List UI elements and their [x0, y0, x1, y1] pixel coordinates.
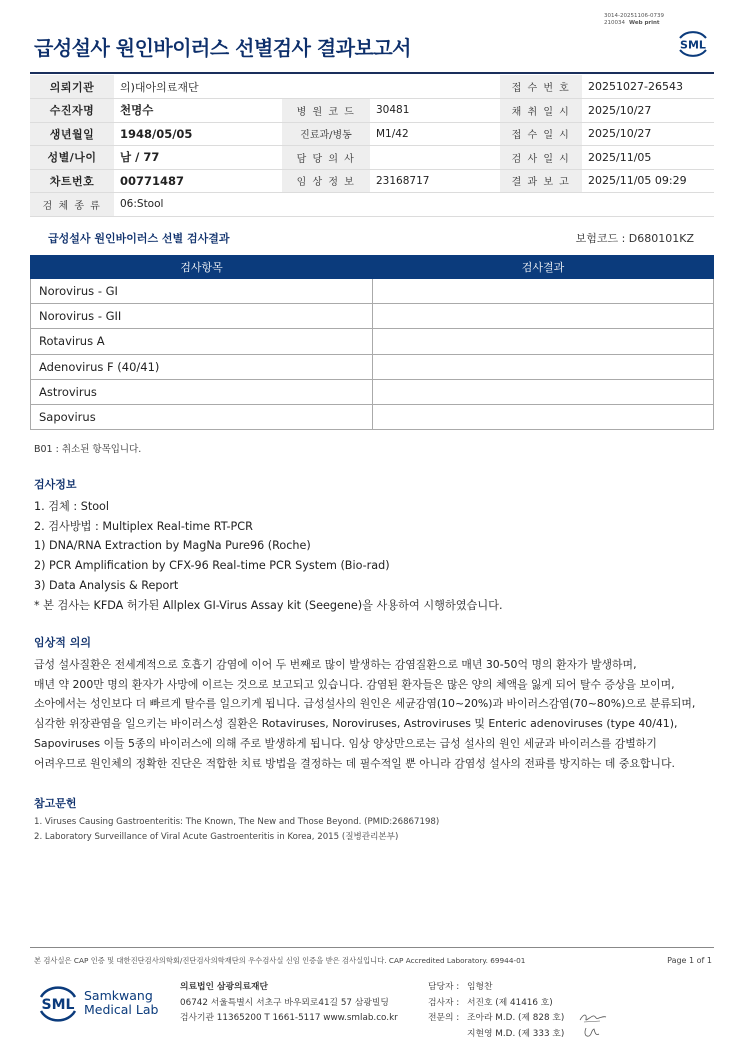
- org-address: 06742 서울특별시 서초구 바우뫼로41길 57 삼광빌딩: [180, 997, 389, 1008]
- results-section-title: 급성설사 원인바이러스 선별 검사결과: [48, 232, 230, 245]
- value-clinical-info: 23168717: [370, 169, 500, 193]
- patient-row: [30, 99, 714, 123]
- reference-line: 2. Laboratory Surveillance of Viral Acute Gastroenteritis in Korea, 2015 (질병관리본부): [34, 832, 399, 842]
- test-item: Adenovirus F (40/41): [31, 354, 373, 379]
- clinical-line: 심각한 위장관염을 일으키는 바이러스성 질환은 Rotaviruses, Noroviruses, Astroviruses 및 Enteric adenoviruses (type 40/41),: [34, 717, 678, 731]
- test-result: [373, 404, 714, 429]
- organization-info: [180, 980, 398, 1027]
- test-item: Astrovirus: [31, 379, 373, 404]
- staff-row: [428, 1027, 564, 1043]
- label-collection-date: 채 취 일 시: [500, 99, 582, 123]
- certification-text: 본 검사실은 CAP 인증 및 대한진단검사의학회/진단검사의학재단의 우수검사실 신임 인증을 받은 검사실입니다. CAP Accredited Laboratory. 69944-01: [34, 956, 526, 965]
- clinical-line: 급성 설사질환은 전세계적으로 호흡기 감염에 이어 두 번째로 많이 발생하는 감염질환으로 매년 30-50억 명의 환자가 발생하며,: [34, 658, 637, 671]
- clinical-line: 매년 약 200만 명의 환자가 사망에 이르는 것으로 보고되고 있습니다. 감염된 환자들은 많은 양의 체액을 잃게 되어 탈수 증상을 보이며,: [34, 677, 675, 691]
- label-birth-date: 생년월일: [30, 122, 114, 146]
- value-sex-age: 남 / 77: [114, 146, 282, 170]
- staff-name: 지현영 M.D. (제 333 호): [467, 1028, 565, 1039]
- staff-name: 서진호 (제 41416 호): [467, 997, 553, 1008]
- brand-line2: Medical Lab: [84, 1002, 159, 1017]
- label-chart-no: 차트번호: [30, 169, 114, 193]
- table-row: [31, 354, 714, 379]
- label-department: 진료과/병동: [282, 122, 370, 146]
- staff-role: 검사자 :: [428, 997, 460, 1008]
- value-physician: [370, 146, 500, 170]
- test-info-line: 2) PCR Amplification by CFX-96 Real-time PCR System (Bio-rad): [34, 559, 390, 573]
- staff-row: [428, 980, 564, 996]
- logo-text: SML: [680, 38, 706, 52]
- brand-name: [84, 989, 158, 1017]
- test-result: [373, 304, 714, 329]
- doc-code-line1: 3014-20251106-0739: [604, 13, 664, 19]
- staff-role: 전문의 :: [428, 1013, 460, 1023]
- title-divider: [30, 72, 714, 74]
- insurance-code: 보험코드 : D680101KZ: [575, 232, 694, 245]
- value-report-date: 2025/11/05 09:29: [582, 169, 714, 193]
- staff-name: 임형찬: [467, 982, 493, 992]
- test-info-line: * 본 검사는 KFDA 허가된 Allplex GI-Virus Assay kit (Seegene)을 사용하여 시행하였습니다.: [34, 598, 503, 612]
- table-row: [31, 304, 714, 329]
- test-item: Norovirus - GII: [31, 304, 373, 329]
- results-table: [30, 255, 714, 430]
- footer-logo-text: SML: [41, 997, 75, 1013]
- patient-row: [30, 122, 714, 146]
- column-header-item: 검사항목: [31, 256, 373, 279]
- staff-role: 담당자 :: [428, 982, 460, 992]
- test-result: [373, 329, 714, 354]
- label-test-date: 검 사 일 시: [500, 146, 582, 170]
- footer-divider: [30, 947, 714, 948]
- references-heading: 참고문헌: [34, 797, 77, 810]
- test-info-line: 2. 검사방법 : Multiplex Real-time RT-PCR: [34, 519, 253, 533]
- test-item: Norovirus - GI: [31, 279, 373, 304]
- org-name: 의료법인 삼광의료재단: [180, 982, 269, 992]
- staff-row: [428, 996, 564, 1012]
- value-patient-name: 천명수: [114, 99, 282, 123]
- document-code: [604, 13, 664, 27]
- value-receipt-date: 2025/10/27: [582, 122, 714, 146]
- value-department: M1/42: [370, 122, 500, 146]
- patient-info-table: [30, 75, 714, 217]
- label-hospital-code: 병 원 코 드: [282, 99, 370, 123]
- table-row: [31, 404, 714, 429]
- references-body: [34, 815, 439, 845]
- value-accession-no: 20251027-26543: [582, 75, 714, 99]
- test-info-body: [34, 497, 503, 615]
- label-accession-no: 접 수 번 호: [500, 75, 582, 99]
- signature-1: [578, 1011, 608, 1025]
- test-result: [373, 379, 714, 404]
- cancelled-note: B01 : 취소된 항목입니다.: [34, 444, 142, 455]
- page-title: 급성설사 원인바이러스 선별검사 결과보고서: [34, 36, 411, 60]
- value-hospital-code: 30481: [370, 99, 500, 123]
- value-requesting-org: 의)대아의료재단: [114, 75, 500, 99]
- doc-code-line2: 210034: [604, 20, 625, 26]
- patient-row: [30, 169, 714, 193]
- web-print-label: Web print: [629, 20, 660, 26]
- clinical-line: Sapoviruses 이들 5종의 바이러스에 의해 주로 발생하게 됩니다. 임상 양상만으로는 급성 설사의 원인 세균과 바이러스를 감별하기: [34, 736, 657, 750]
- table-row: [31, 329, 714, 354]
- test-result: [373, 354, 714, 379]
- label-patient-name: 수진자명: [30, 99, 114, 123]
- label-requesting-org: 의뢰기관: [30, 75, 114, 99]
- label-specimen-type: 검 체 종 류: [30, 193, 114, 217]
- test-item: Sapovirus: [31, 404, 373, 429]
- test-info-line: 3) Data Analysis & Report: [34, 578, 179, 592]
- value-chart-no: 00771487: [114, 169, 282, 193]
- reference-line: 1. Viruses Causing Gastroenteritis: The Known, The New and Those Beyond. (PMID:26867198): [34, 817, 440, 827]
- test-result: [373, 279, 714, 304]
- clinical-line: 소아에서는 성인보다 더 빠르게 탈수를 일으키게 됩니다. 급성설사의 원인은 세균감염(10~20%)과 바이러스감염(70~80%)으로 분류되며,: [34, 697, 696, 711]
- value-specimen-type: 06:Stool: [114, 193, 714, 217]
- table-row: [31, 379, 714, 404]
- column-header-result: 검사결과: [373, 256, 714, 279]
- staff-row: [428, 1011, 564, 1027]
- staff-name: 조아라 M.D. (제 828 호): [467, 1013, 565, 1023]
- patient-row: [30, 193, 714, 217]
- patient-row: [30, 146, 714, 170]
- clinical-body: [34, 655, 695, 773]
- patient-row: [30, 75, 714, 99]
- staff-info: [428, 980, 564, 1042]
- results-header-row: [31, 256, 714, 279]
- test-info-heading: 검사정보: [34, 478, 77, 491]
- test-item: Rotavirus A: [31, 329, 373, 354]
- table-row: [31, 279, 714, 304]
- value-test-date: 2025/11/05: [582, 146, 714, 170]
- value-collection-date: 2025/10/27: [582, 99, 714, 123]
- signature-2: [582, 1025, 612, 1039]
- sml-logo: [674, 26, 712, 62]
- brand-line1: Samkwang: [84, 988, 153, 1003]
- label-physician: 담 당 의 사: [282, 146, 370, 170]
- test-info-line: 1. 검체 : Stool: [34, 500, 110, 513]
- label-receipt-date: 접 수 일 시: [500, 122, 582, 146]
- value-birth-date: 1948/05/05: [114, 122, 282, 146]
- clinical-line: 어려우므로 원인체의 정확한 진단은 적합한 치료 방법을 결정하는 데 필수적일 뿐 아니라 감염성 설사의 전파를 방지하는 데 중요합니다.: [34, 756, 675, 770]
- sml-footer-logo: [36, 982, 80, 1026]
- label-sex-age: 성별/나이: [30, 146, 114, 170]
- org-contact: 검사기관 11365200 T 1661-5117 www.smlab.co.kr: [180, 1013, 398, 1023]
- label-report-date: 결 과 보 고: [500, 169, 582, 193]
- page-number: Page 1 of 1: [667, 956, 712, 965]
- label-clinical-info: 임 상 정 보: [282, 169, 370, 193]
- clinical-heading: 임상적 의의: [34, 636, 91, 649]
- test-info-line: 1) DNA/RNA Extraction by MagNa Pure96 (Roche): [34, 539, 311, 553]
